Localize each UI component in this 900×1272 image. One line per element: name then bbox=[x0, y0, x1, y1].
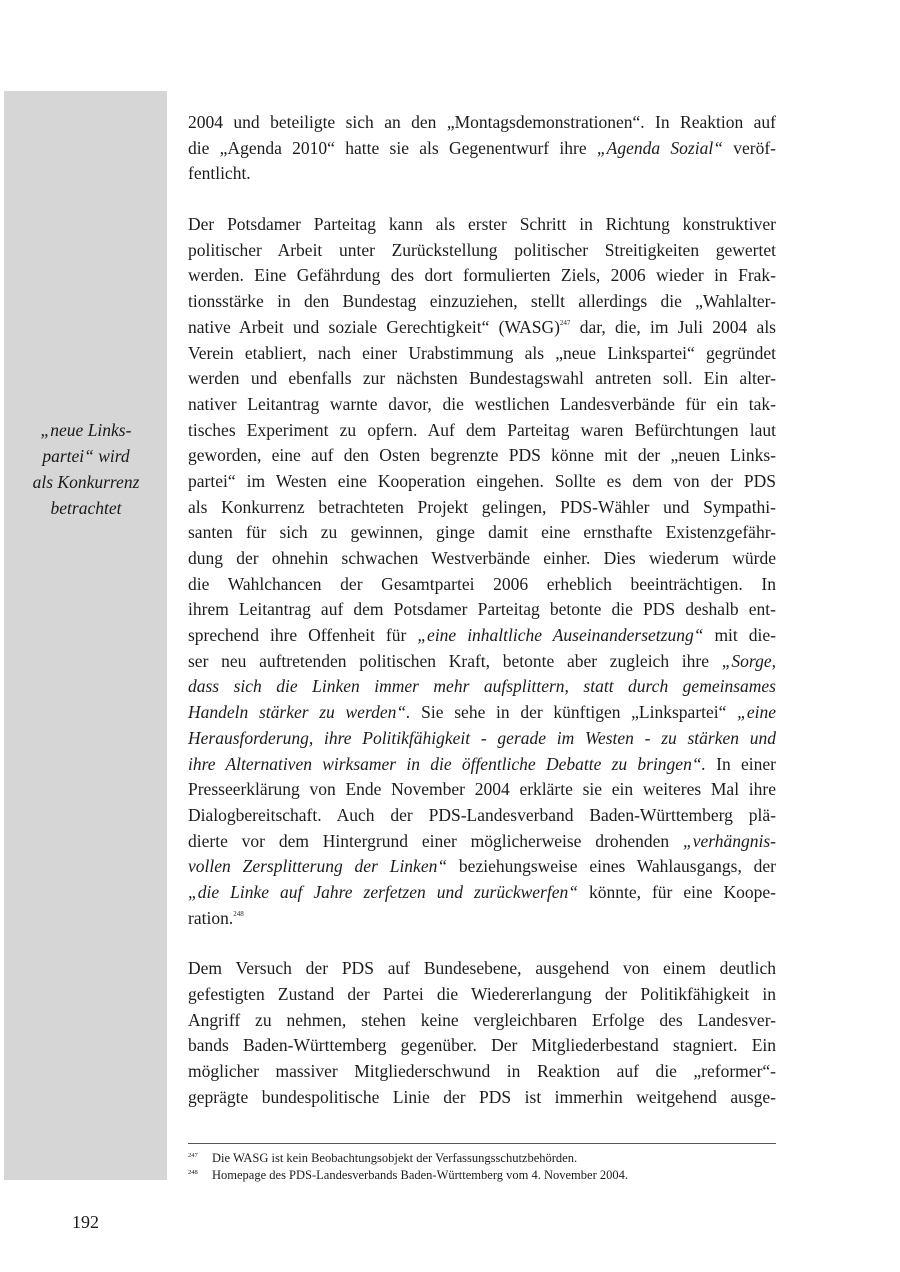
footnote bbox=[188, 1167, 776, 1184]
text-line bbox=[188, 777, 776, 803]
text-segment: ser neu auftretenden politischen Kraft, betonte aber zugleich ihre bbox=[188, 650, 722, 671]
text-segment: „Agenda Sozial“ bbox=[596, 137, 723, 158]
text-segment: „die Linke auf Jahre zerfetzen und zurückwerfen“ bbox=[188, 881, 578, 902]
text-line bbox=[188, 110, 776, 136]
text-line bbox=[188, 982, 776, 1008]
footnote-ref: 247 bbox=[559, 318, 571, 327]
paragraph bbox=[188, 956, 776, 1110]
body-text bbox=[188, 110, 776, 1135]
text-line bbox=[188, 880, 776, 906]
text-line bbox=[188, 443, 776, 469]
footnotes bbox=[188, 1150, 776, 1184]
text-line bbox=[188, 341, 776, 367]
text-line bbox=[188, 546, 776, 572]
text-segment: Handeln stärker zu werden“. bbox=[188, 702, 411, 723]
text-segment: „eine bbox=[737, 702, 776, 723]
text-segment: In einer bbox=[705, 753, 776, 774]
text-line bbox=[188, 392, 776, 418]
text-segment: native Arbeit und soziale Gerechtigkeit“ (WASG) bbox=[188, 316, 560, 337]
text-segment: möglicher massiver Mitgliederschwund in Reaktion auf die „reformer“- bbox=[188, 1061, 776, 1082]
text-segment: bands Baden-Württemberg gegenüber. Der Mitgliederbestand stagniert. Ein bbox=[188, 1035, 776, 1056]
text-segment: Dialogbereitschaft. Auch der PDS-Landesverband Baden-Württemberg plä- bbox=[188, 804, 776, 825]
text-line bbox=[188, 418, 776, 444]
text-line bbox=[188, 136, 776, 162]
text-line bbox=[188, 1059, 776, 1085]
paragraph bbox=[188, 212, 776, 931]
text-segment: geprägte bundespolitische Linie der PDS ist immerhin weitgehend ausge- bbox=[188, 1086, 776, 1107]
footnote bbox=[188, 1150, 776, 1167]
text-line bbox=[188, 726, 776, 752]
text-segment: Angriff zu nehmen, stehen keine vergleichbaren Erfolge des Landesver- bbox=[188, 1009, 776, 1030]
footnote-number: 247 bbox=[188, 1152, 198, 1159]
text-line bbox=[188, 572, 776, 598]
text-line bbox=[188, 520, 776, 546]
text-segment: „Sorge, bbox=[721, 650, 776, 671]
footnote-text: Die WASG ist kein Beobachtungsobjekt der Verfassungsschutzbehörden. bbox=[212, 1151, 578, 1165]
text-line bbox=[188, 263, 776, 289]
text-line bbox=[188, 238, 776, 264]
text-segment: dass sich die Linken immer mehr aufsplittern, statt durch gemeinsames bbox=[188, 676, 776, 697]
text-segment: santen für sich zu gewinnen, ginge damit eine ernsthafte Existenzgefähr- bbox=[188, 522, 776, 543]
text-line bbox=[188, 854, 776, 880]
text-segment: werden. Eine Gefährdung des dort formulierten Ziels, 2006 wieder in Frak- bbox=[188, 265, 776, 286]
text-segment: sprechend ihre Offenheit für bbox=[188, 625, 418, 646]
text-segment: ihre Alternativen wirksamer in die öffentliche Debatte zu bringen“. bbox=[188, 753, 706, 774]
text-line bbox=[188, 161, 776, 187]
text-segment: die „Agenda 2010“ hatte sie als Gegenentwurf ihre bbox=[188, 137, 597, 158]
text-segment: beziehungsweise eines Wahlausgangs, der bbox=[447, 856, 776, 877]
text-segment: Dem Versuch der PDS auf Bundesebene, ausgehend von einem deutlich bbox=[188, 958, 776, 979]
text-segment: vollen Zersplitterung der Linken“ bbox=[188, 856, 448, 877]
footnote-text: Homepage des PDS-Landesverbands Baden-Württemberg vom 4. November 2004. bbox=[212, 1168, 628, 1182]
text-segment: dung der ohnehin schwachen Westverbände einher. Dies wiederum würde bbox=[188, 548, 776, 568]
margin-sidebar bbox=[4, 91, 167, 1180]
text-segment: „eine inhaltliche Auseinandersetzung“ bbox=[417, 625, 704, 646]
text-segment: Verein etabliert, nach einer Urabstimmung als „neue Linkspartei“ gegründet bbox=[188, 342, 776, 363]
text-segment: werden und ebenfalls zur nächsten Bundestagswahl antreten soll. Ein alter- bbox=[188, 368, 776, 389]
text-segment: „verhängnis- bbox=[682, 830, 776, 851]
text-line bbox=[188, 906, 776, 932]
text-line bbox=[188, 649, 776, 675]
text-segment: als Konkurrenz betrachteten Projekt gelingen, PDS-Wähler und Sympathi- bbox=[188, 496, 776, 517]
text-line bbox=[188, 597, 776, 623]
page-number: 192 bbox=[72, 1212, 99, 1232]
text-line bbox=[188, 803, 776, 829]
text-line bbox=[188, 956, 776, 982]
text-segment: ihrem Leitantrag auf dem Potsdamer Parteitag betonte die PDS deshalb ent- bbox=[188, 599, 776, 620]
text-line bbox=[188, 315, 776, 341]
text-line bbox=[188, 829, 776, 855]
text-segment: nativer Leitantrag warnte davor, die westlichen Landesverbände für ein tak- bbox=[188, 393, 776, 414]
text-line bbox=[188, 212, 776, 238]
text-segment: partei“ im Westen eine Kooperation eingehen. Sollte es dem von der PDS bbox=[188, 470, 776, 491]
margin-note bbox=[14, 417, 158, 521]
text-segment: politischer Arbeit unter Zurückstellung politischer Streitigkeiten gewertet bbox=[188, 239, 776, 260]
text-line bbox=[188, 623, 776, 649]
text-segment: geworden, eine auf den Osten begrenzte PDS könne mit der „neuen Links- bbox=[188, 445, 776, 466]
text-line bbox=[188, 1033, 776, 1059]
text-segment: 2004 und beteiligte sich an den „Montagsdemonstrationen“. In Reaktion auf bbox=[188, 112, 776, 132]
text-segment: dar, die, im Juli 2004 als bbox=[570, 316, 776, 337]
footnote-divider bbox=[188, 1143, 776, 1144]
text-line bbox=[188, 700, 776, 726]
text-line bbox=[188, 495, 776, 521]
margin-note-line: betrachtet bbox=[50, 498, 122, 518]
margin-note-line: als Konkurrenz bbox=[32, 472, 140, 492]
text-segment: tisches Experiment zu opfern. Auf dem Parteitag waren Befürchtungen laut bbox=[188, 419, 776, 440]
text-segment: veröf- bbox=[722, 137, 776, 158]
text-line bbox=[188, 366, 776, 392]
text-line bbox=[188, 1085, 776, 1111]
text-segment: Sie sehe in der künftigen „Linkspartei“ bbox=[410, 702, 738, 723]
margin-note-line: partei“ wird bbox=[42, 446, 130, 466]
text-segment: mit die- bbox=[703, 625, 776, 646]
text-segment: ration. bbox=[188, 907, 234, 928]
text-line bbox=[188, 289, 776, 315]
text-line bbox=[188, 469, 776, 495]
text-segment: fentlicht. bbox=[188, 163, 251, 184]
margin-note-line: „neue Links- bbox=[40, 420, 132, 440]
text-line bbox=[188, 674, 776, 700]
text-segment: Herausforderung, ihre Politikfähigkeit - gerade im Westen - zu stärken und bbox=[188, 727, 776, 748]
text-segment: tionsstärke in den Bundestag einzuziehen, stellt allerdings die „Wahlalter- bbox=[188, 291, 776, 312]
footnote-ref: 248 bbox=[233, 909, 244, 918]
text-segment: dierte vor dem Hintergrund einer möglicherweise drohenden bbox=[188, 830, 683, 851]
text-segment: Der Potsdamer Parteitag kann als erster Schritt in Richtung konstruktiver bbox=[188, 214, 776, 235]
text-segment: Presseerklärung von Ende November 2004 erklärte sie ein weiteres Mal ihre bbox=[188, 779, 776, 800]
text-segment: die Wahlchancen der Gesamtpartei 2006 erheblich beeinträchtigen. In bbox=[188, 573, 776, 594]
footnote-number: 248 bbox=[188, 1169, 198, 1176]
text-segment: könnte, für eine Koope- bbox=[577, 881, 776, 902]
text-line bbox=[188, 1008, 776, 1034]
text-segment: gefestigten Zustand der Partei die Wiedererlangung der Politikfähigkeit in bbox=[188, 984, 776, 1004]
paragraph bbox=[188, 110, 776, 187]
text-line bbox=[188, 752, 776, 778]
